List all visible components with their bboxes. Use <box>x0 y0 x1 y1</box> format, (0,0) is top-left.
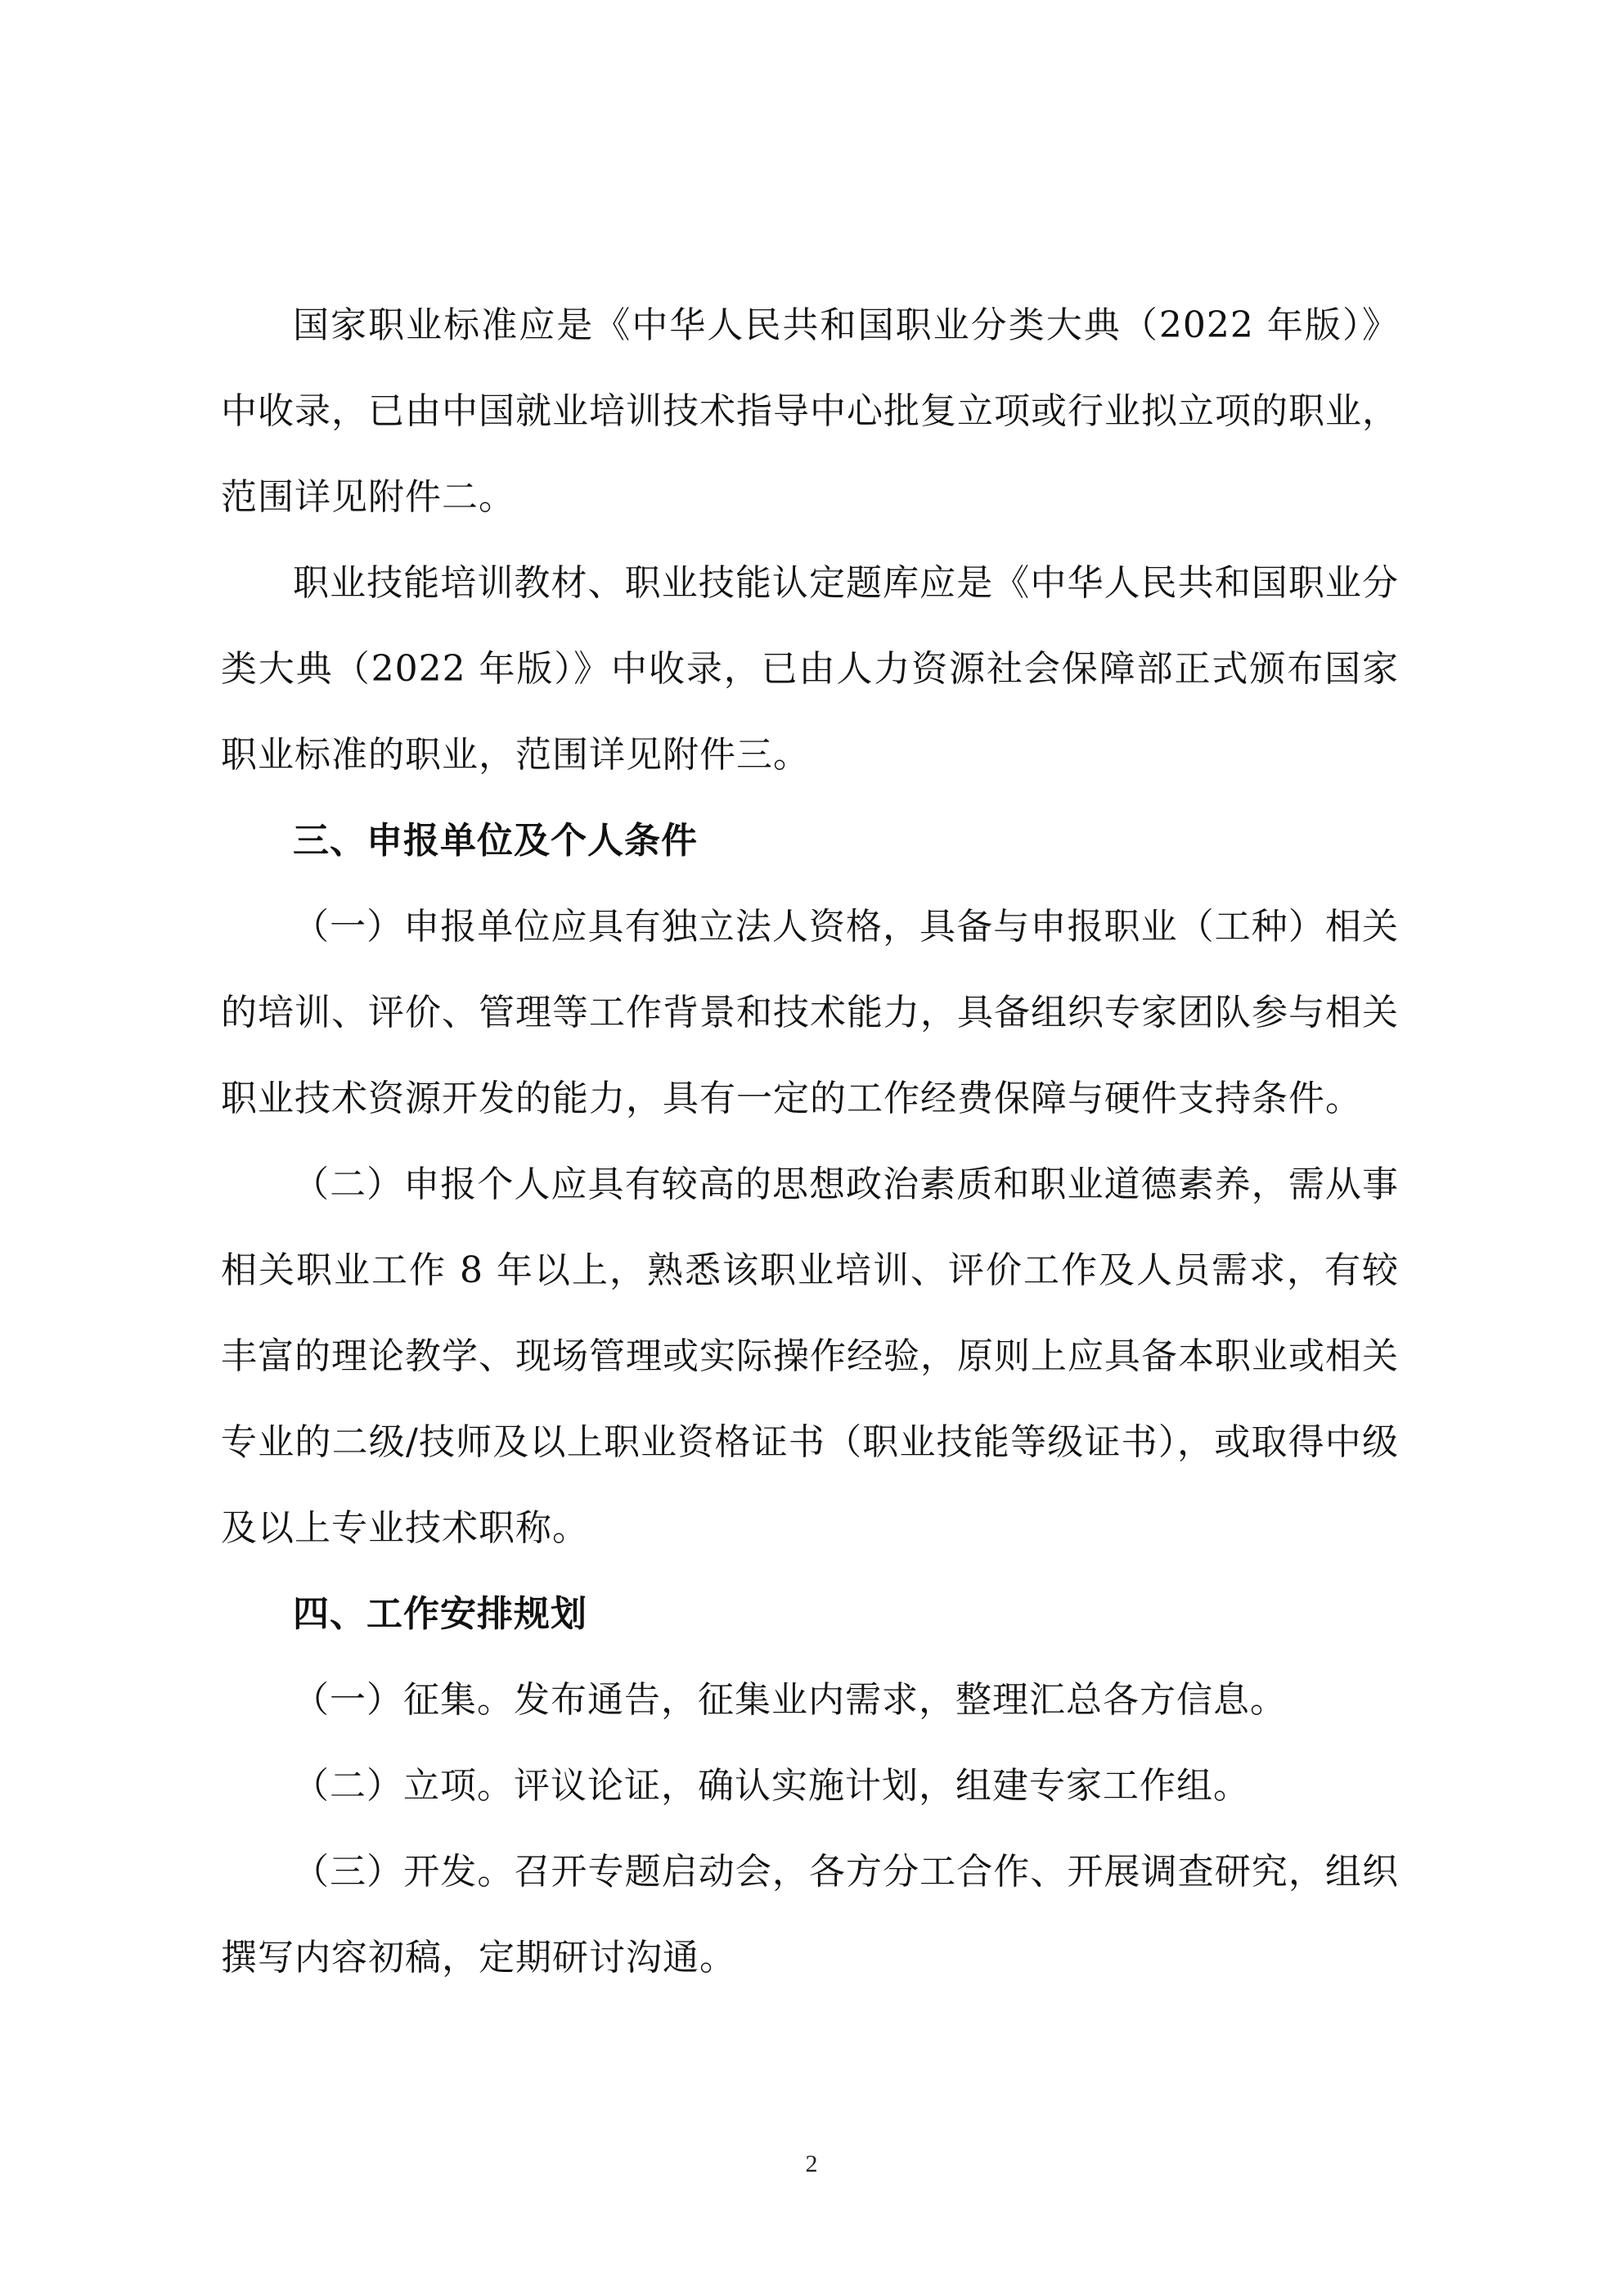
paragraph-collection-step: （一）征集。发布通告，征集业内需求，整理汇总各方信息。 <box>293 1679 1287 1721</box>
paragraph-unit-conditions: （一）申报单位应具有独立法人资格，具备与申报职业（工种）相关的培训、评价、管理等工作背景和技术能力，具备组织专家团队参与相关职业技术资源开发的能力，具有一定的工作经费保障与硬件支持条件。 <box>221 906 1399 1119</box>
section-heading-applicant-conditions: 三、申报单位及个人条件 <box>293 820 698 862</box>
paragraph-training-materials-scope: 职业技能培训教材、职业技能认定题库应是《中华人民共和国职业分类大典（2022 年版）》中收录，已由人力资源社会保障部正式颁布国家职业标准的职业，范围详见附件三。 <box>221 562 1399 776</box>
section-heading-work-plan: 四、工作安排规划 <box>293 1593 587 1635</box>
paragraph-project-approval-step: （二）立项。评议论证，确认实施计划，组建专家工作组。 <box>293 1765 1250 1807</box>
paragraph-national-standard-scope: 国家职业标准应是《中华人民共和国职业分类大典（2022 年版）》中收录，已由中国就业培训技术指导中心批复立项或行业拟立项的职业，范围详见附件二。 <box>221 304 1399 518</box>
document-body <box>221 282 1399 2001</box>
page-number: 2 <box>805 2150 818 2177</box>
paragraph-development-step: （三）开发。召开专题启动会，各方分工合作、开展调查研究，组织撰写内容初稿，定期研讨沟通。 <box>221 1851 1399 1979</box>
paragraph-individual-conditions: （二）申报个人应具有较高的思想政治素质和职业道德素养，需从事相关职业工作 8 年以上，熟悉该职业培训、评价工作及人员需求，有较丰富的理论教学、现场管理或实际操作经验，原则上应具备本职业或相关专业的二级/技师及以上职业资格证书（职业技能等级证书），或取得中级及以上专业技术职称。 <box>221 1164 1399 1549</box>
